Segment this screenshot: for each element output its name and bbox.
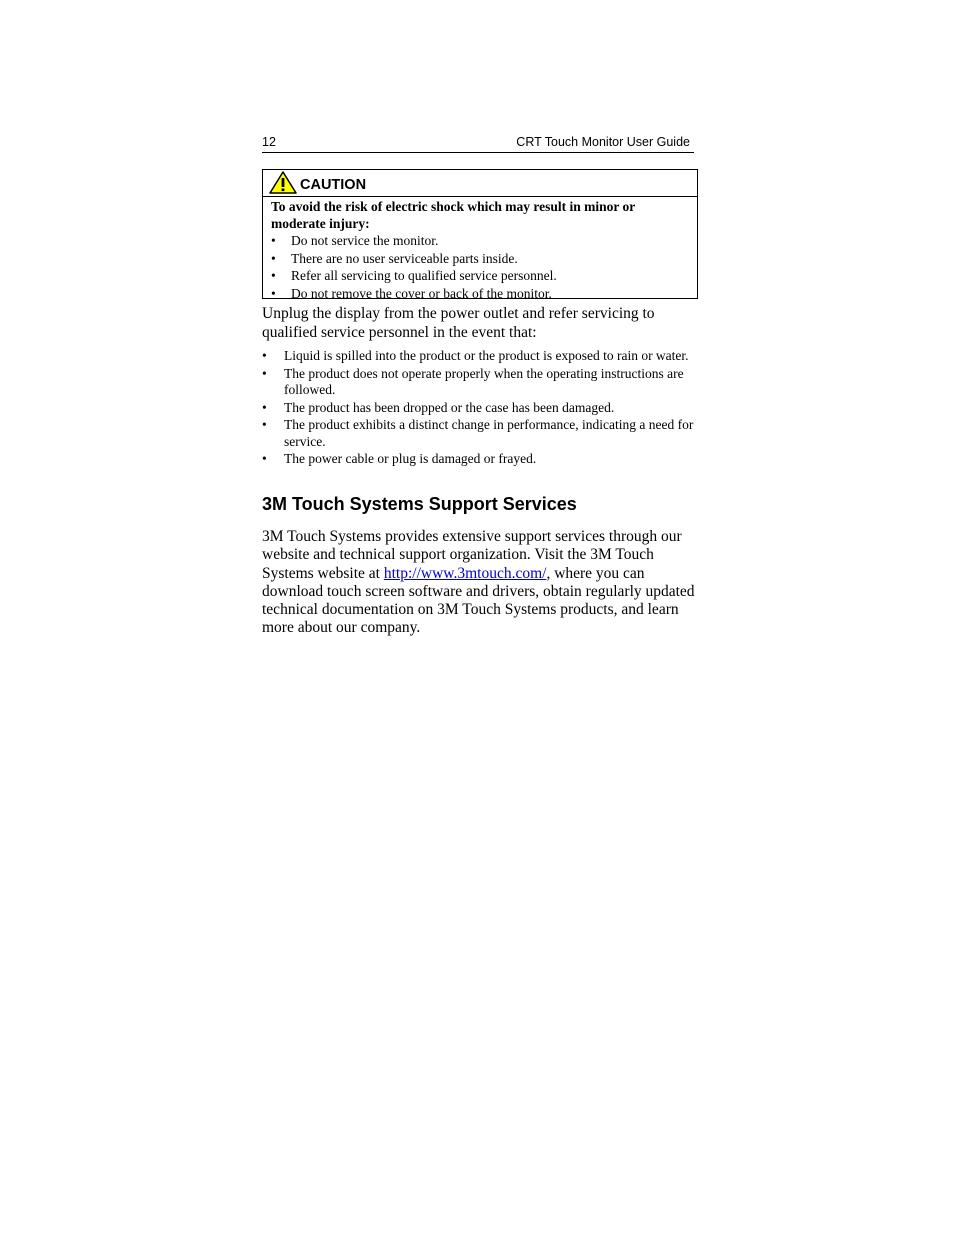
page-header — [262, 135, 694, 153]
caution-item: • Do not service the monitor. — [271, 232, 689, 250]
caution-body — [263, 197, 697, 302]
section-heading: 3M Touch Systems Support Services — [262, 494, 577, 514]
intro-line: Unplug the display from the power outlet and refer servicing to — [262, 305, 655, 322]
caution-lead — [271, 198, 689, 232]
intro-line: qualified service personnel in the event that: — [262, 323, 537, 341]
document-title: CRT Touch Monitor User Guide — [516, 135, 690, 149]
caution-item: • Do not remove the cover or back of the monitor. — [271, 285, 689, 303]
caution-box — [262, 169, 698, 299]
caution-item: • There are no user serviceable parts inside. — [271, 250, 689, 268]
warning-icon — [269, 171, 297, 194]
condition-item: • Liquid is spilled into the product or the product is exposed to rain or water. — [262, 348, 697, 365]
support-text-continued: , where you can download touch screen software and drivers, obtain regularly updated technical documentation on 3M Touch Systems products, and learn more about our company. — [262, 564, 695, 637]
support-text: 3M Touch Systems provides extensive support services through our website and technical support organization. Visit the 3M Touch Systems website at — [262, 528, 682, 582]
support-paragraph — [262, 528, 702, 638]
caution-header — [263, 170, 697, 197]
condition-item: • The product does not operate properly when the operating instructions are followed. — [262, 366, 697, 399]
caution-lead-line: To avoid the risk of electric shock which may result in minor or — [271, 199, 636, 214]
website-link[interactable]: http://www.3mtouch.com/ — [383, 564, 547, 582]
conditions-list — [262, 348, 697, 469]
caution-list — [271, 232, 689, 302]
intro-paragraph — [262, 305, 702, 342]
page-number: 12 — [262, 135, 276, 149]
caution-lead-line: moderate injury: — [271, 216, 370, 231]
condition-item: • The power cable or plug is damaged or frayed. — [262, 451, 697, 468]
condition-item: • The product has been dropped or the case has been damaged. — [262, 400, 697, 417]
caution-item: • Refer all servicing to qualified service personnel. — [271, 267, 689, 285]
condition-item: • The product exhibits a distinct change in performance, indicating a need for service. — [262, 417, 697, 450]
caution-label: CAUTION — [300, 177, 367, 193]
